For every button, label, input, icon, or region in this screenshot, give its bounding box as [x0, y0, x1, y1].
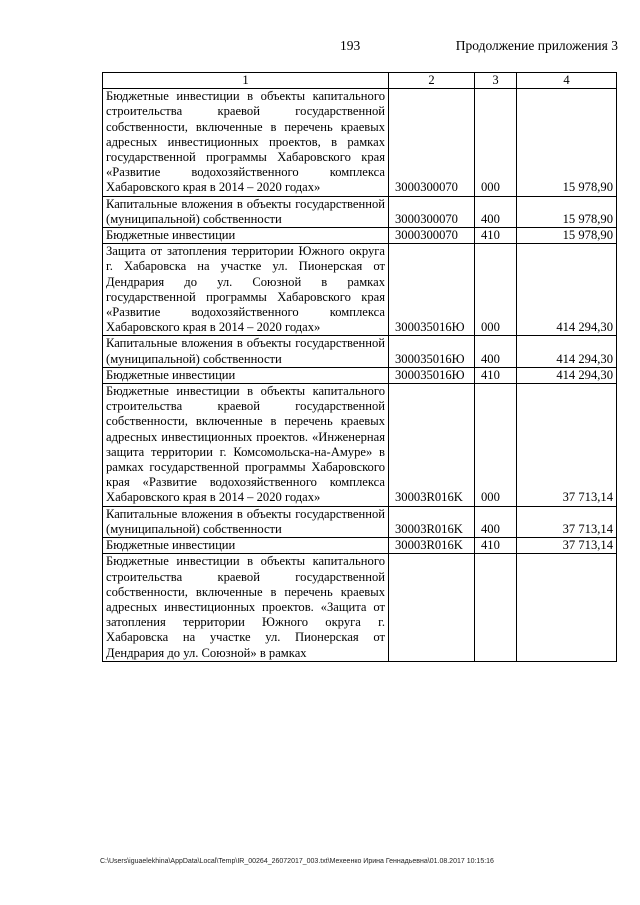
row-code: 300035016Ю [389, 367, 475, 383]
table-row [103, 538, 617, 554]
table-row [103, 384, 617, 507]
table-row [103, 196, 617, 227]
row-description: Бюджетные инвестиции [103, 367, 389, 383]
budget-table [102, 72, 617, 662]
table-row [103, 506, 617, 537]
row-description: Бюджетные инвестиции [103, 228, 389, 244]
row-description: Бюджетные инвестиции в объекты капитального строительства краевой государственной собственности, включенные в перечень краевых адресных инвестиционных проектов. «Защита от затопления территории Южного округа г. Хабаровска на участке ул. Пионерская от Дендрария до ул. Союзной» в рамках [103, 554, 389, 661]
column-header: 3 [475, 73, 517, 89]
row-expense-type: 410 [475, 538, 517, 554]
row-expense-type: 400 [475, 336, 517, 367]
continuation-label: Продолжение приложения 3 [455, 38, 618, 53]
table-header-row [103, 73, 617, 89]
row-expense-type: 400 [475, 506, 517, 537]
row-code: 30003R016K [389, 384, 475, 507]
row-code: 30003R016K [389, 538, 475, 554]
row-expense-type: 000 [475, 89, 517, 196]
row-amount: 414 294,30 [517, 244, 617, 336]
row-amount: 37 713,14 [517, 506, 617, 537]
row-amount: 414 294,30 [517, 336, 617, 367]
row-description: Бюджетные инвестиции в объекты капитального строительства краевой государственной собственности, включенные в перечень краевых адресных инвестиционных проектов, в рамках государственной программы Хабаровского края «Развитие водохозяйственного комплекса Хабаровского края в 2014 – 2020 годах» [103, 89, 389, 196]
row-amount [517, 554, 617, 661]
row-description: Защита от затопления территории Южного округа г. Хабаровска на участке ул. Пионерская от Дендрария до ул. Союзной в рамках государственной программы Хабаровского края «Развитие водохозяйственного комплекса Хабаровского края в 2014 – 2020 годах» [103, 244, 389, 336]
row-description: Капитальные вложения в объекты государственной (муниципальной) собственности [103, 336, 389, 367]
table-row [103, 244, 617, 336]
column-header: 4 [517, 73, 617, 89]
table-row [103, 554, 617, 661]
row-code [389, 554, 475, 661]
row-amount: 15 978,90 [517, 228, 617, 244]
row-amount: 15 978,90 [517, 89, 617, 196]
row-amount: 15 978,90 [517, 196, 617, 227]
page-number: 193 [340, 38, 361, 53]
row-amount: 37 713,14 [517, 384, 617, 507]
row-code: 300035016Ю [389, 244, 475, 336]
row-description: Капитальные вложения в объекты государственной (муниципальной) собственности [103, 196, 389, 227]
row-amount: 414 294,30 [517, 367, 617, 383]
row-code: 3000300070 [389, 196, 475, 227]
column-header: 2 [389, 73, 475, 89]
table-row [103, 336, 617, 367]
file-path-footer: C:\Users\iguaelekhina\AppData\Local\Temp\IR_00264_26072017_003.txt\Мехеенко Ирина Геннадьевна\01.08.2017 10:15:16 [100, 858, 494, 865]
row-expense-type: 000 [475, 244, 517, 336]
row-expense-type: 400 [475, 196, 517, 227]
row-expense-type: 410 [475, 228, 517, 244]
row-description: Капитальные вложения в объекты государственной (муниципальной) собственности [103, 506, 389, 537]
row-amount: 37 713,14 [517, 538, 617, 554]
row-code: 3000300070 [389, 228, 475, 244]
row-expense-type: 000 [475, 384, 517, 507]
row-code: 300035016Ю [389, 336, 475, 367]
row-code: 30003R016K [389, 506, 475, 537]
table-row [103, 367, 617, 383]
row-description: Бюджетные инвестиции в объекты капитального строительства краевой государственной собственности, включенные в перечень краевых адресных инвестиционных проектов. «Инженерная защита территории г. Комсомольска-на-Амуре» в рамках государственной программы Хабаровского края «Развитие водохозяйственного комплекса Хабаровского края в 2014 – 2020 годах» [103, 384, 389, 507]
row-code: 3000300070 [389, 89, 475, 196]
row-expense-type: 410 [475, 367, 517, 383]
table-row [103, 89, 617, 196]
table-row [103, 228, 617, 244]
column-header: 1 [103, 73, 389, 89]
row-description: Бюджетные инвестиции [103, 538, 389, 554]
row-expense-type [475, 554, 517, 661]
